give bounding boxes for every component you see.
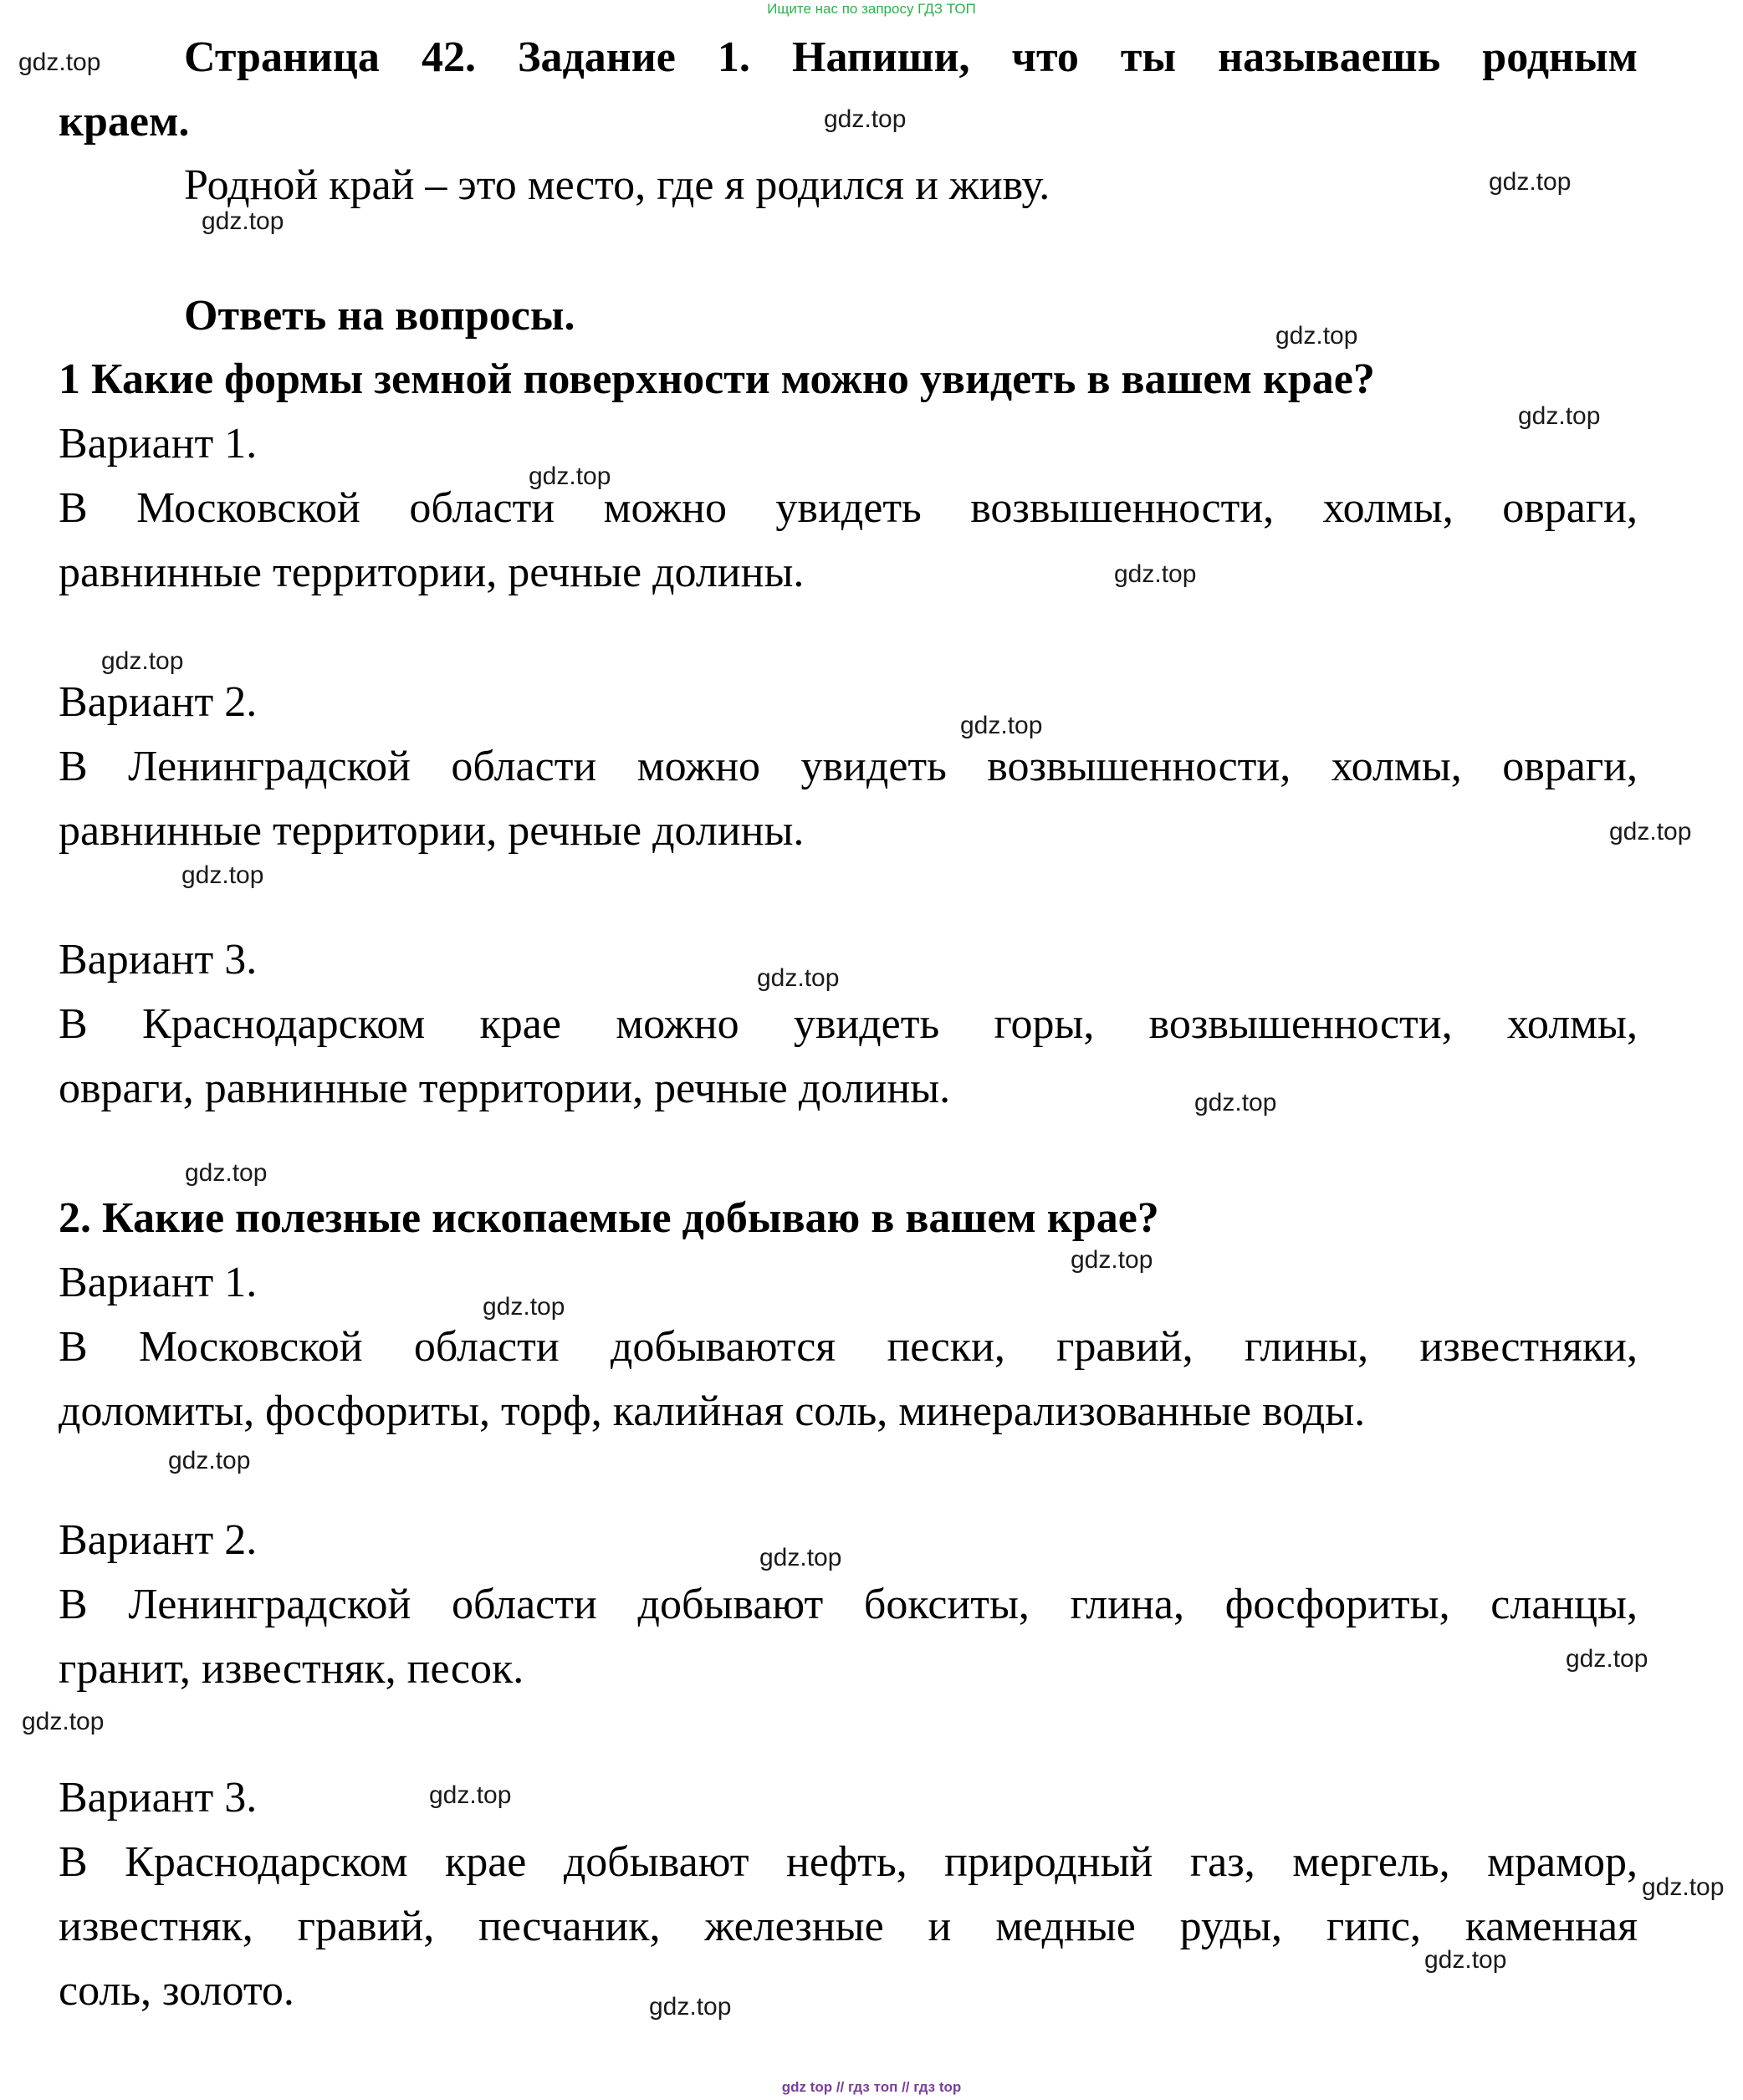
variant-label: Вариант 1. <box>59 420 258 468</box>
question-1-title <box>59 347 1638 411</box>
variant-label: Вариант 3. <box>59 936 258 984</box>
variant-text-line-2: равнинные территории, речные долины. <box>59 549 805 596</box>
variant-text-line-2: равнинные территории, речные долины. <box>59 807 805 855</box>
watermark: gdz.top <box>101 647 184 675</box>
variant-text-line-3: соль, золото. <box>59 1967 294 2015</box>
q1-variant-2 <box>59 670 1638 863</box>
watermark: gdz.top <box>1114 560 1197 588</box>
watermark: gdz.top <box>1194 1089 1277 1116</box>
variant-text-line-2: известняк, гравий, песчаник, железные и медные руды, гипс, каменная <box>59 1903 1638 1950</box>
q2-variant-1 <box>59 1250 1638 1443</box>
watermark: gdz.top <box>168 1447 251 1474</box>
watermark: gdz.top <box>529 462 611 490</box>
watermark: gdz.top <box>22 1708 105 1735</box>
watermark: gdz.top <box>181 861 264 889</box>
watermark: gdz.top <box>960 712 1043 739</box>
variant-text-line-1: В Московской области добываются пески, гравий, глины, известняки, <box>59 1323 1638 1371</box>
question-2-title <box>59 1186 1638 1250</box>
variant-text-line-1: В Ленинградской области можно увидеть возвышенности, холмы, овраги, <box>59 743 1638 790</box>
variant-text-line-2: овраги, равнинные территории, речные долины. <box>59 1065 951 1112</box>
watermark: gdz.top <box>1275 322 1358 350</box>
variant-label: Вариант 2. <box>59 678 258 726</box>
task-answer-text: Родной край – это место, где я родился и живу. <box>184 161 1050 209</box>
questions-heading-text: Ответь на вопросы. <box>184 292 575 340</box>
question-1-title-text: 1 Какие формы земной поверхности можно увидеть в вашем крае? <box>59 355 1375 403</box>
watermark: gdz.top <box>759 1544 842 1571</box>
q2-variant-3 <box>59 1765 1638 2023</box>
watermark: gdz.top <box>18 49 101 76</box>
watermark: gdz.top <box>1566 1645 1648 1673</box>
q2-variant-2 <box>59 1508 1638 1701</box>
watermark: gdz.top <box>1071 1246 1153 1274</box>
q1-variant-3 <box>59 927 1638 1121</box>
variant-text-line-2: доломиты, фосфориты, торф, калийная соль, минерализованные воды. <box>59 1387 1366 1435</box>
task-heading <box>59 25 1638 154</box>
variant-label: Вариант 3. <box>59 1774 258 1822</box>
variant-text-line-1: В Краснодарском крае можно увидеть горы, возвышенности, холмы, <box>59 1000 1638 1048</box>
variant-label: Вариант 1. <box>59 1259 258 1306</box>
q1-variant-1 <box>59 411 1638 605</box>
variant-label: Вариант 2. <box>59 1516 258 1564</box>
watermark: gdz.top <box>429 1781 512 1809</box>
watermark: gdz.top <box>649 1993 732 2021</box>
variant-text-line-1: В Московской области можно увидеть возвышенности, холмы, овраги, <box>59 484 1638 532</box>
bottom-banner: gdz top // гдз топ // гдз top <box>781 2079 962 2095</box>
variant-text-line-1: В Ленинградской области добывают бокситы, глина, фосфориты, сланцы, <box>59 1581 1638 1628</box>
question-2-title-text: 2. Какие полезные ископаемые добываю в вашем крае? <box>59 1194 1159 1242</box>
task-heading-line-1: Страница 42. Задание 1. Напиши, что ты называешь родным <box>184 33 1638 81</box>
watermark: gdz.top <box>1518 402 1601 430</box>
top-banner: Ищите нас по запросу ГДЗ ТОП <box>767 1 976 17</box>
watermark: gdz.top <box>1489 168 1572 196</box>
variant-text-line-2: гранит, известняк, песок. <box>59 1645 524 1693</box>
watermark: gdz.top <box>185 1159 268 1187</box>
watermark: gdz.top <box>483 1293 565 1321</box>
questions-heading <box>184 284 1606 348</box>
watermark: gdz.top <box>824 105 907 133</box>
task-answer <box>184 153 1606 217</box>
watermark: gdz.top <box>1642 1873 1725 1901</box>
watermark: gdz.top <box>1424 1946 1507 1974</box>
watermark: gdz.top <box>202 207 284 235</box>
watermark: gdz.top <box>1609 818 1692 846</box>
watermark: gdz.top <box>757 964 840 992</box>
task-heading-line-2: краем. <box>59 98 190 146</box>
variant-text-line-1: В Краснодарском крае добывают нефть, природный газ, мергель, мрамор, <box>59 1838 1638 1886</box>
